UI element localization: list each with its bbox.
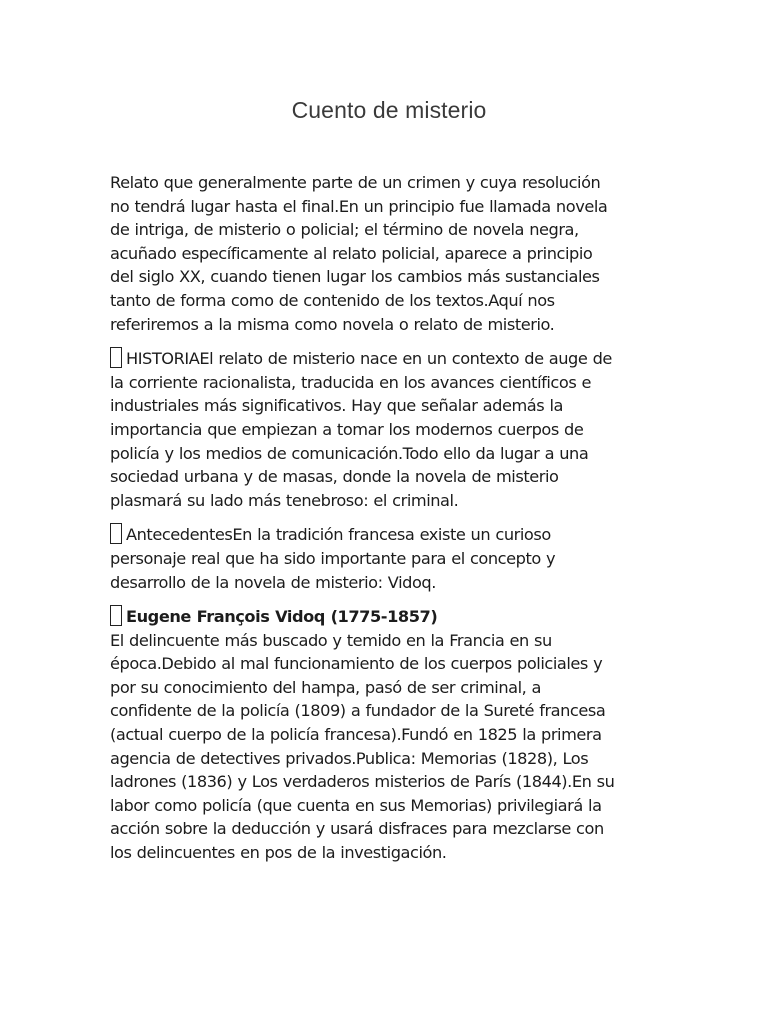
paragraph-vidoq	[110, 605, 660, 865]
missing-glyph-box-icon	[110, 523, 122, 544]
missing-glyph-box-icon	[110, 605, 122, 626]
text-line: Relato que generalmente parte de un crimen y cuya resolución	[110, 173, 601, 192]
text-line: época.Debido al mal funcionamiento de los cuerpos policiales y	[110, 654, 603, 674]
text-line: ladrones (1836) y Los verdaderos misterios de París (1844).En su	[110, 772, 615, 792]
text-line: de intriga, de misterio o policial; el término de novela negra,	[110, 220, 579, 240]
text-line: del siglo XX, cuando tienen lugar los cambios más sustanciales	[110, 267, 600, 287]
text-line: agencia de detectives privados.Publica: Memorias (1828), Los	[110, 748, 589, 768]
text-line: acción sobre la deducción y usará disfraces para mezclarse con	[110, 819, 604, 839]
text-line: no tendrá lugar hasta el final.En un principio fue llamada novela	[110, 196, 608, 216]
text-line: confidente de la policía (1809) a fundador de la Sureté francesa	[110, 701, 606, 721]
text-line: referiremos a la misma como novela o relato de misterio.	[110, 314, 555, 334]
text-line	[110, 347, 660, 371]
text-line	[110, 523, 660, 547]
paragraph-antecedentes	[110, 523, 660, 594]
text-line: desarrollo de la novela de misterio: Vidoq.	[110, 572, 436, 592]
paragraph-historia	[110, 347, 660, 512]
text-line: El delincuente más buscado y temido en la Francia en su	[110, 630, 552, 650]
text-line: la corriente racionalista, traducida en los avances científicos e	[110, 372, 592, 392]
text-line: importancia que empiezan a tomar los modernos cuerpos de	[110, 419, 584, 439]
text-line: acuñado específicamente al relato policial, aparece a principio	[110, 243, 593, 263]
text-line: por su conocimiento del hampa, pasó de ser criminal, a	[110, 677, 542, 697]
text-line: personaje real que ha sido importante para el concepto y	[110, 548, 556, 568]
section-heading: Eugene François Vidoq (1775-1857)	[126, 607, 438, 627]
text-line: tanto de forma como de contenido de los textos.Aquí nos	[110, 290, 555, 310]
paragraph-intro	[110, 171, 660, 336]
text-run: HISTORIAEl relato de misterio nace en un contexto de auge de	[126, 349, 612, 369]
missing-glyph-box-icon	[110, 347, 122, 368]
text-line: labor como policía (que cuenta en sus Memorias) privilegiará la	[110, 795, 602, 815]
text-line: (actual cuerpo de la policía francesa).Fundó en 1825 la primera	[110, 725, 602, 745]
text-line: policía y los medios de comunicación.Todo ello da lugar a una	[110, 443, 589, 463]
text-line: sociedad urbana y de masas, donde la novela de misterio	[110, 467, 559, 487]
document-body	[110, 171, 660, 865]
text-line	[110, 605, 660, 629]
page-title: Cuento de misterio	[291, 97, 487, 123]
text-line: industriales más significativos. Hay que señalar además la	[110, 396, 563, 416]
text-line: plasmará su lado más tenebroso: el criminal.	[110, 490, 459, 510]
text-run: AntecedentesEn la tradición francesa existe un curioso	[126, 525, 551, 545]
text-line: los delincuentes en pos de la investigación.	[110, 843, 447, 863]
